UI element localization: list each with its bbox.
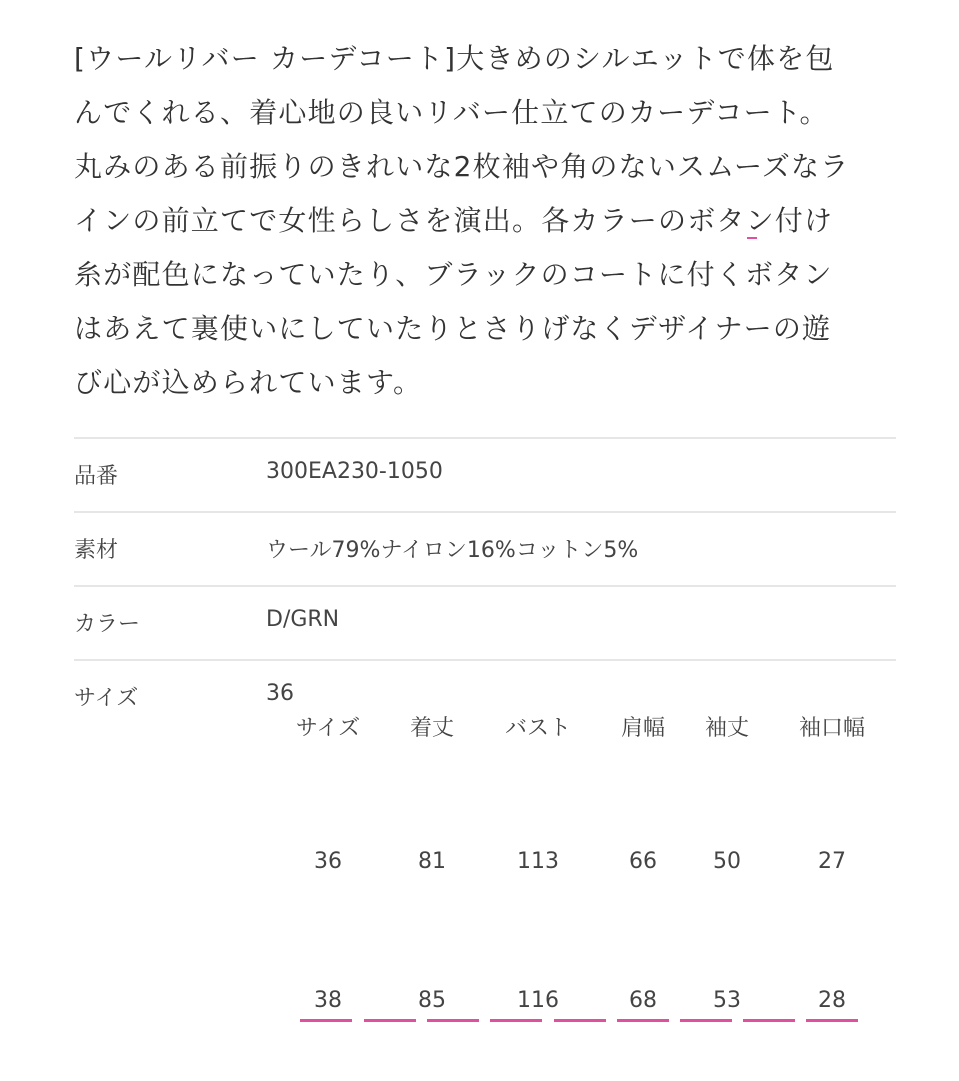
accent-mark	[747, 237, 757, 239]
description-line: 糸が配色になっていたり、ブラックのコートに付くボタン	[74, 258, 833, 291]
size-table-cell: 113	[517, 849, 559, 874]
highlight-underline	[554, 1019, 606, 1022]
highlight-underline	[364, 1019, 416, 1022]
spec-label: カラー	[74, 612, 141, 637]
highlight-underline	[427, 1019, 479, 1022]
highlight-underline	[300, 1019, 352, 1022]
spec-row-material	[74, 511, 896, 585]
spec-row-size	[74, 659, 896, 1081]
description-line: んでくれる、着心地の良いリバー仕立てのカーデコート。	[74, 96, 829, 129]
size-table-cell: 85	[418, 988, 446, 1013]
product-description	[74, 32, 904, 410]
highlight-underline	[680, 1019, 732, 1022]
size-table-cell: 66	[629, 849, 657, 874]
description-line: 丸みのある前振りのきれいな2枚袖や角のないスムーズなラ	[74, 150, 850, 183]
spec-value: 36	[266, 681, 294, 706]
size-table-cell: 28	[818, 988, 846, 1013]
spec-label: サイズ	[74, 686, 139, 711]
description-line: インの前立てで女性らしさを演出。各カラーのボタン付け	[74, 204, 834, 237]
spec-label: 品番	[74, 464, 119, 489]
spec-value: D/GRN	[266, 607, 340, 632]
size-table-header: 袖丈	[704, 716, 750, 741]
size-table-header: サイズ	[295, 716, 361, 741]
size-table-cell: 116	[517, 988, 559, 1013]
spec-value: 300EA230-1050	[266, 459, 443, 484]
description-line: はあえて裏使いにしていたりとさりげなくデザイナーの遊	[74, 312, 832, 345]
size-table-header: 袖口幅	[798, 716, 866, 741]
size-table-cell: 81	[418, 849, 446, 874]
highlight-underline	[490, 1019, 542, 1022]
spec-label: 素材	[74, 538, 119, 563]
size-table-header: バスト	[504, 716, 572, 741]
spec-table	[74, 437, 896, 1081]
description-line: び心が込められています。	[74, 366, 423, 399]
size-table-cell: 68	[629, 988, 657, 1013]
spec-row-product-number	[74, 437, 896, 511]
size-table-cell: 53	[713, 988, 741, 1013]
highlight-underline	[806, 1019, 858, 1022]
highlight-underline	[617, 1019, 669, 1022]
spec-value: ウール79%ナイロン16%コットン5%	[266, 538, 639, 563]
size-table-cell: 50	[713, 849, 741, 874]
size-table-cell: 38	[314, 988, 342, 1013]
highlight-underline	[743, 1019, 795, 1022]
size-table-cell: 27	[818, 849, 846, 874]
description-line: [ウールリバー カーデコート]大きめのシルエットで体を包	[74, 42, 835, 75]
size-table-header: 着丈	[409, 716, 455, 741]
size-table-header: 肩幅	[620, 716, 666, 741]
spec-row-color	[74, 585, 896, 659]
size-table-cell: 36	[314, 849, 342, 874]
